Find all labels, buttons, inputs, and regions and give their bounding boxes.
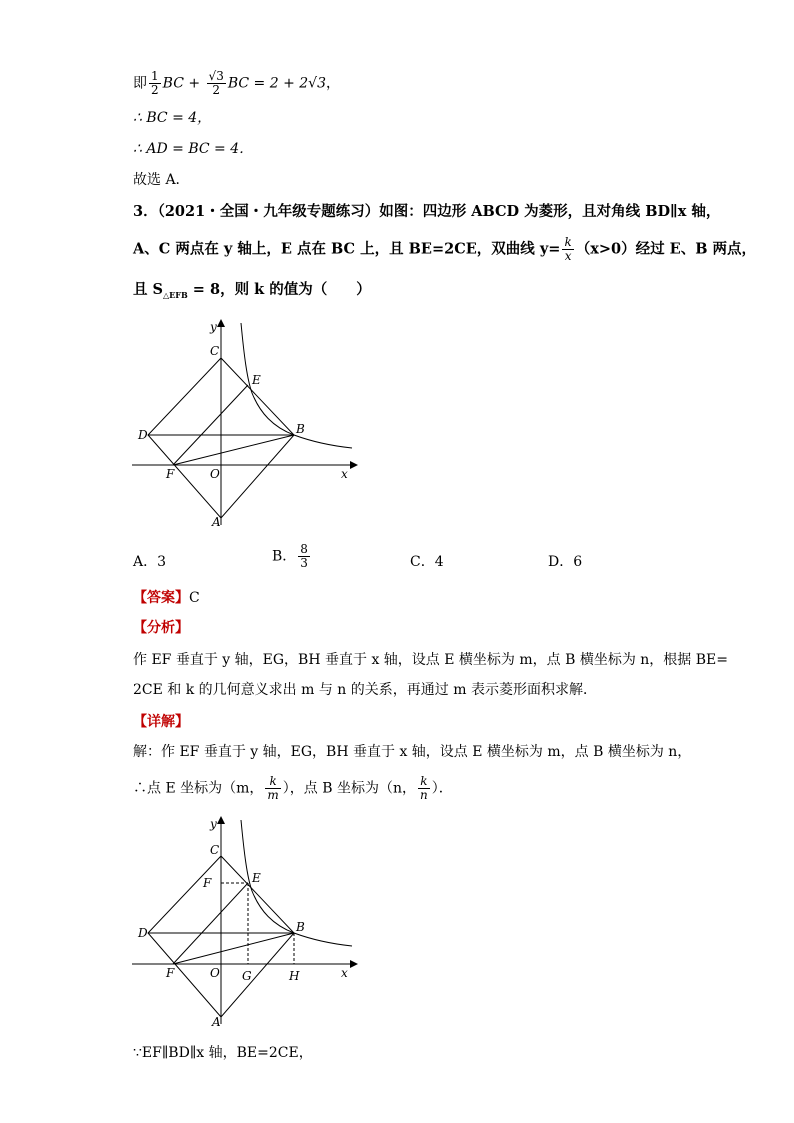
- label-e: E: [252, 871, 261, 885]
- option-c[interactable]: C．4: [410, 554, 444, 570]
- label-b: B: [296, 920, 305, 934]
- analysis-line-1: 作 EF 垂直于 y 轴，EG，BH 垂直于 x 轴，设点 E 横坐标为 m，点 B 横坐标为 n，根据 BE=: [133, 652, 728, 668]
- answer-value: C: [189, 590, 200, 606]
- label-e: E: [252, 373, 261, 387]
- detail-line-3: ∵EF∥BD∥x 轴，BE=2CE，: [133, 1045, 313, 1061]
- label-o: O: [210, 467, 220, 481]
- frac-num: √3: [208, 69, 224, 83]
- label-x: x: [341, 966, 348, 980]
- fraction-k-over-m: [265, 775, 280, 802]
- y-axis-arrow: [217, 319, 225, 327]
- q-text-b: = 8，则 k 的值为（ ）: [187, 281, 371, 298]
- segment-fb: [173, 933, 294, 964]
- solution-line-1: [133, 70, 340, 97]
- label-g: G: [242, 969, 252, 983]
- figure-2-rhombus-with-perpendiculars: [128, 812, 358, 1032]
- detail-text-a: ∴点 E 坐标为（m，: [133, 780, 264, 797]
- x-axis-arrow: [350, 461, 358, 469]
- solution-line-4: 故选 A．: [133, 172, 190, 188]
- label-a: A: [212, 1015, 221, 1029]
- question-line-3: [133, 280, 371, 305]
- frac-num: k: [265, 775, 280, 789]
- figure-1-rhombus: [128, 315, 358, 530]
- frac-num: 1: [151, 69, 159, 83]
- text-bc: BC: [162, 75, 184, 92]
- frac-den: n: [420, 788, 428, 802]
- option-b-label: B．: [272, 548, 297, 565]
- solution-line-2: ∴ BC = 4，: [133, 110, 212, 126]
- label-d: D: [138, 926, 148, 940]
- q-text-b: （x>0）经过 E、B 两点，: [575, 240, 757, 258]
- label-y: y: [210, 320, 217, 334]
- option-a[interactable]: A．3: [133, 554, 167, 570]
- frac-den: m: [267, 788, 279, 802]
- detail-line-1: 解：作 EF 垂直于 y 轴，EG，BH 垂直于 x 轴，设点 E 横坐标为 m，点 B 横坐标为 n，: [133, 744, 692, 760]
- label-y: y: [210, 817, 217, 831]
- frac-den: 2: [151, 83, 159, 97]
- option-b[interactable]: [272, 543, 312, 570]
- label-f: F: [166, 966, 175, 980]
- y-axis-arrow: [217, 816, 225, 824]
- label-b: B: [296, 422, 305, 436]
- answer-tag: 【答案】: [133, 590, 189, 606]
- frac-den: 3: [300, 556, 308, 570]
- label-c: C: [210, 344, 220, 358]
- answer-line: [133, 588, 200, 608]
- detail-tag: 【详解】: [133, 714, 189, 730]
- frac-num: k: [564, 235, 572, 249]
- label-f-upper: F: [203, 876, 212, 890]
- fraction-sqrt3-half: [207, 70, 226, 97]
- label-o: O: [210, 966, 220, 980]
- analysis-tag: 【分析】: [133, 620, 189, 636]
- fraction-k-over-n: [418, 775, 430, 802]
- question-line-1: 3．（2021・全国・九年级专题练习）如图：四边形 ABCD 为菱形，且对角线 BD∥x 轴，: [133, 203, 721, 220]
- q-text-a: 且 S: [133, 281, 164, 298]
- label-a: A: [212, 515, 221, 529]
- text-equation: BC = 2 + 2√3: [227, 75, 326, 92]
- text-prefix: 即: [133, 75, 147, 92]
- label-c: C: [210, 843, 220, 857]
- detail-text-c: ）．: [431, 780, 453, 797]
- analysis-line-2: 2CE 和 k 的几何意义求出 m 与 n 的关系，再通过 m 表示菱形面积求解．: [133, 682, 597, 698]
- frac-den: 2: [212, 83, 220, 97]
- label-d: D: [138, 428, 148, 442]
- label-h: H: [289, 969, 300, 983]
- label-x: x: [341, 467, 348, 481]
- frac-num: k: [418, 775, 430, 789]
- fraction-half: [149, 70, 161, 97]
- frac-den: x: [564, 249, 572, 263]
- solution-line-3: ∴ AD = BC = 4．: [133, 141, 254, 157]
- fraction-k-over-x: [562, 236, 573, 263]
- q-subscript: △EFB: [163, 289, 188, 300]
- label-f: F: [166, 467, 175, 481]
- question-line-2: [133, 236, 756, 263]
- detail-text-b: ），点 B 坐标为（n，: [282, 780, 417, 797]
- segment-fb: [173, 435, 294, 465]
- fraction-eight-thirds: [298, 543, 310, 570]
- text-end: ，: [326, 75, 340, 92]
- option-d[interactable]: D．6: [548, 554, 583, 570]
- q-text-a: A、C 两点在 y 轴上，E 点在 BC 上，且 BE=2CE，双曲线 y=: [133, 240, 561, 258]
- text-plus: +: [188, 75, 201, 92]
- frac-num: 8: [300, 542, 308, 556]
- x-axis-arrow: [350, 960, 358, 968]
- detail-line-2: [133, 775, 453, 802]
